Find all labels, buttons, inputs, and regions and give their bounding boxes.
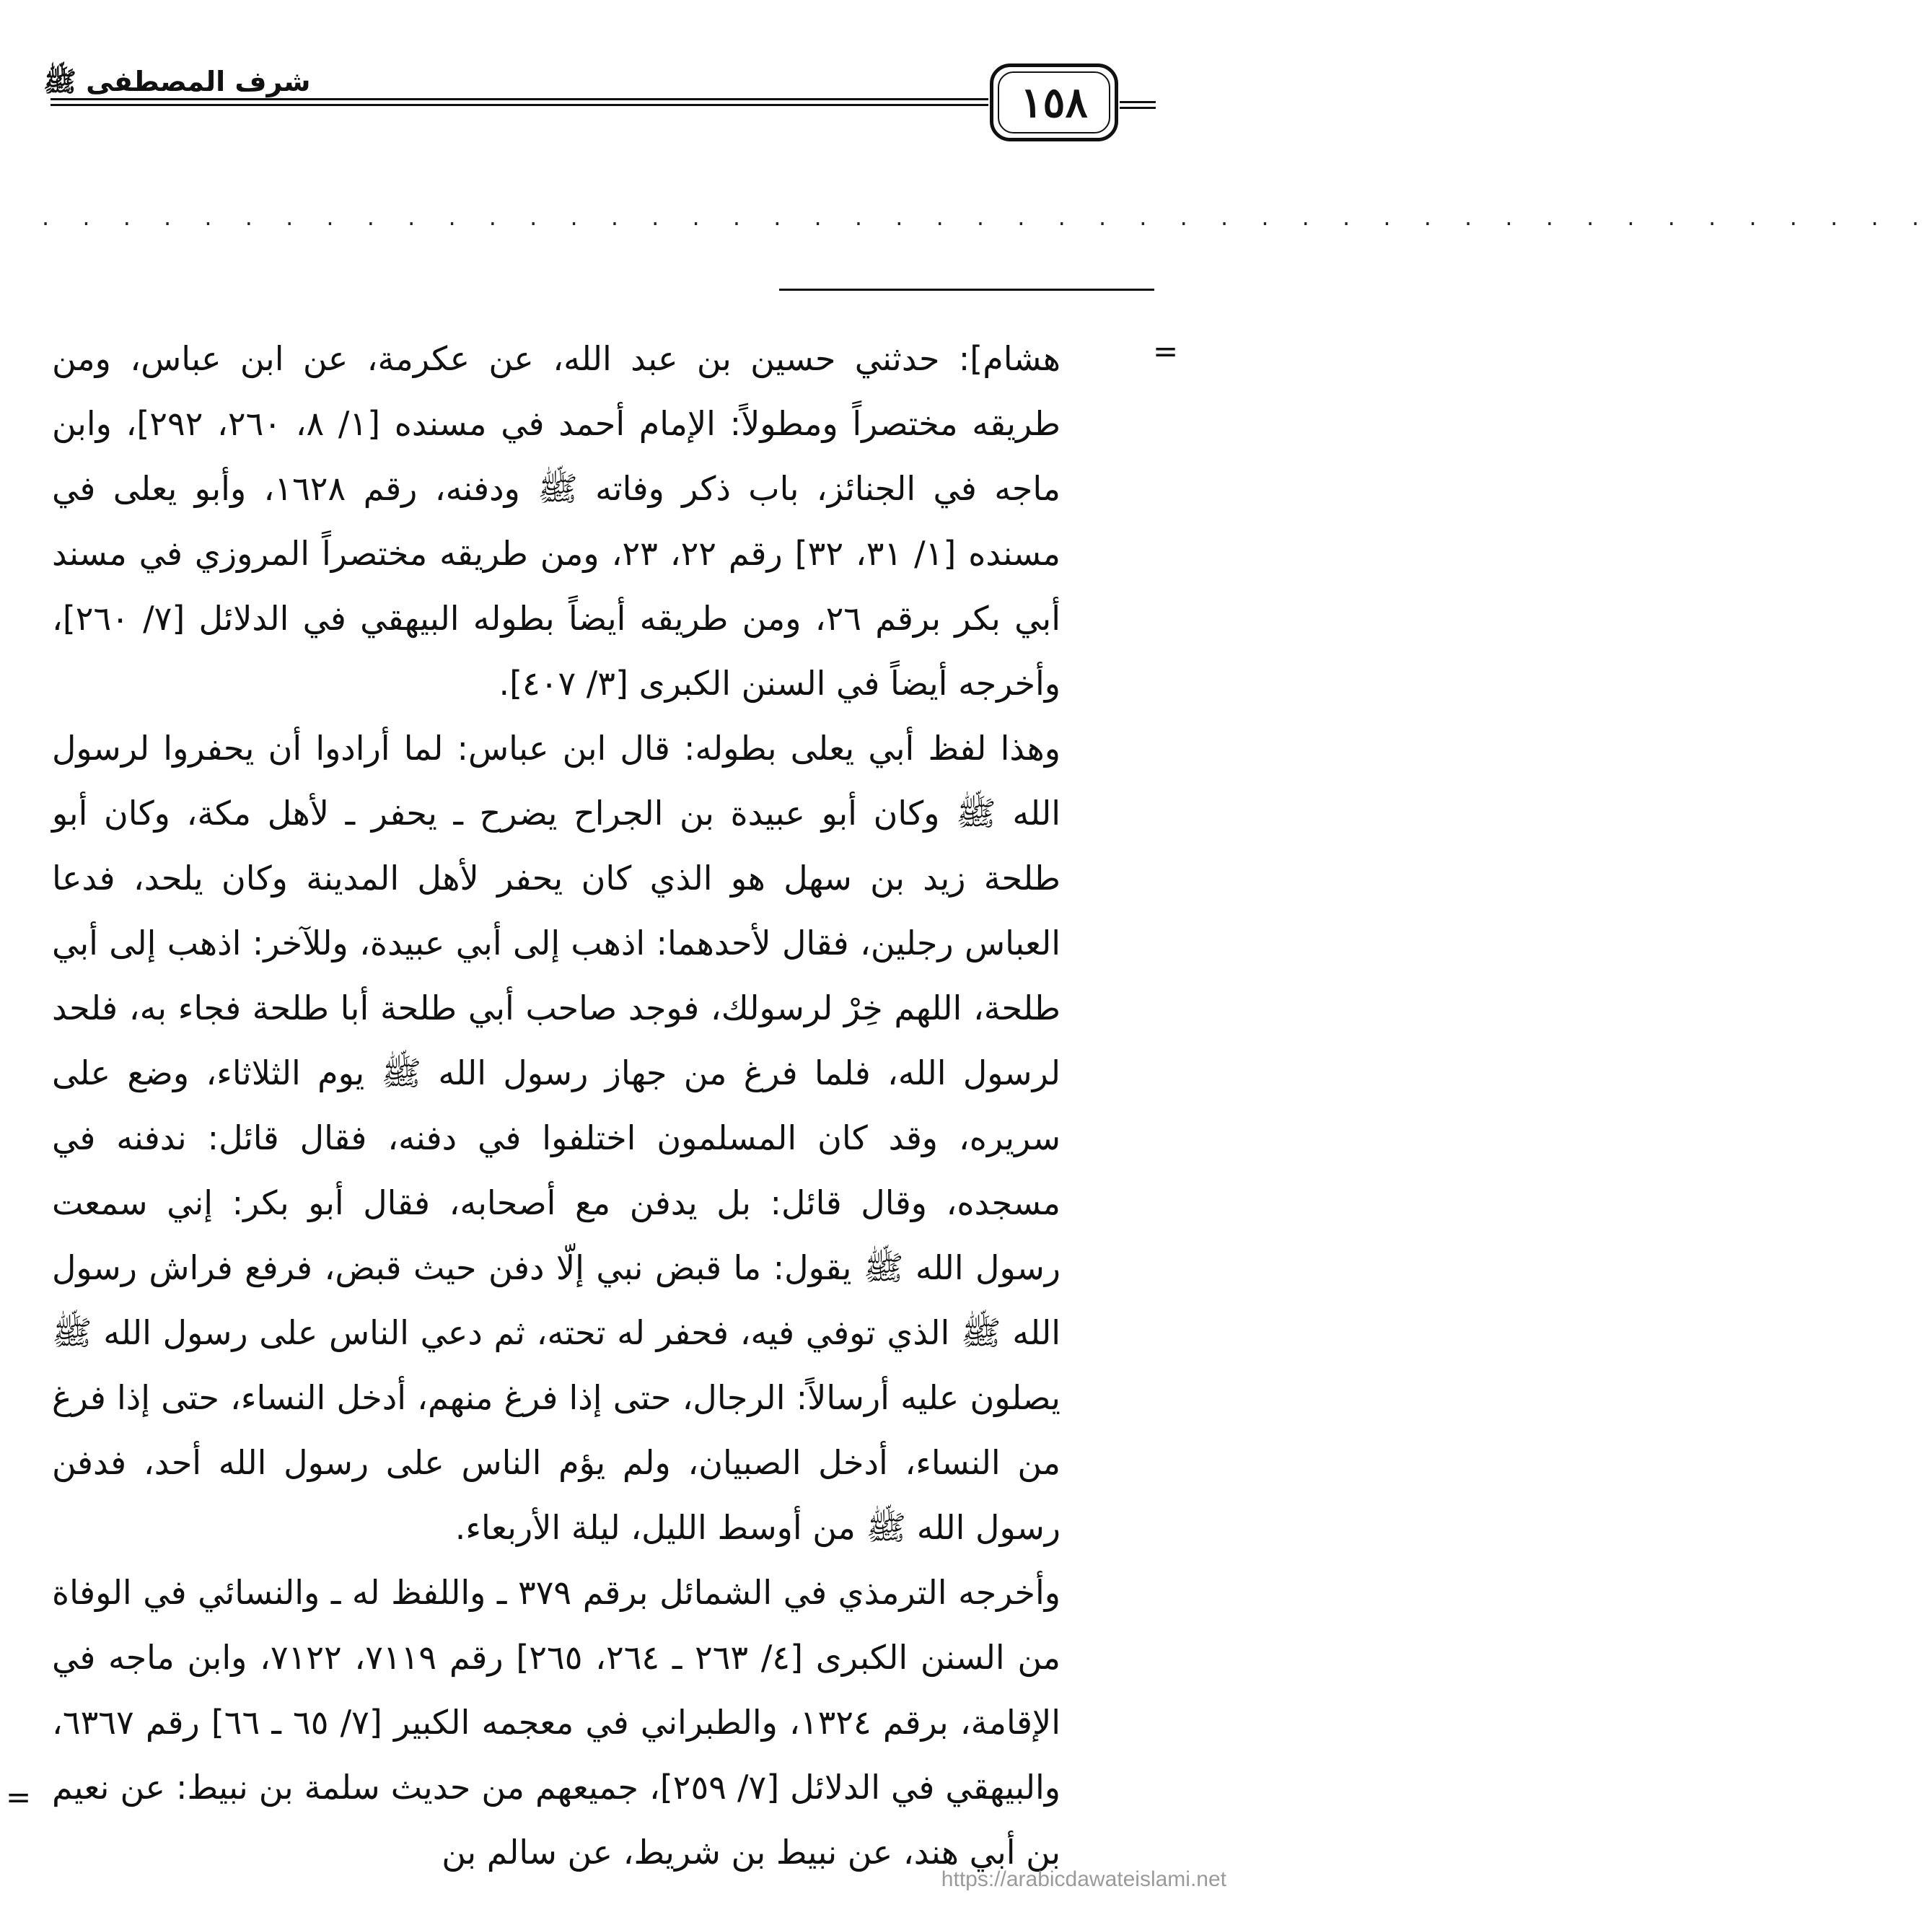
page-number-frame — [990, 63, 1118, 141]
page-number: ١٥٨ — [1020, 78, 1088, 127]
footnote-text — [52, 326, 1061, 1885]
continuation-mark-top: = — [1153, 333, 1179, 369]
footnote-rule — [779, 289, 1154, 291]
watermark-url: https://arabicdawateislami.net — [941, 1867, 1226, 1891]
footnote-paragraph-2: وهذا لفظ أبي يعلى بطوله: قال ابن عباس: لما أرادوا أن يحفروا لرسول الله ﷺ وكان أبو عبيدة بن الجراح يضرح ـ يحفر ـ لأهل مكة، وكان أبو طلحة زيد بن سهل هو الذي كان يحفر لأهل المدينة وكان يلحد، فدعا العباس رجلين، فقال لأحدهما: اذهب إلى أبي عبيدة، وللآخر: اذهب إلى أبي طلحة، اللهم خِرْ لرسولك، فوجد صاحب أبي طلحة أبا طلحة فجاء به، فلحد لرسول الله، فلما فرغ من جهاز رسول الله ﷺ يوم الثلاثاء، وضع على سريره، وقد كان المسلمون اختلفوا في دفنه، فقال قائل: ندفنه في مسجده، وقال قائل: بل يدفن مع أصحابه، فقال أبو بكر: إني سمعت رسول الله ﷺ يقول: ما قبض نبي إلّا دفن حيث قبض، فرفع فراش رسول الله ﷺ الذي توفي فيه، فحفر له تحته، ثم دعي الناس على رسول الله ﷺ يصلون عليه أرسالاً: الرجال، حتى إذا فرغ منهم، أدخل النساء، حتى إذا فرغ من النساء، أدخل الصبيان، ولم يؤم الناس على رسول الله أحد، فدفن رسول الله ﷺ من أوسط الليل، ليلة الأربعاء. — [52, 729, 1061, 1547]
book-title: شرف المصطفى ﷺ — [43, 66, 311, 97]
footnote-paragraph-3: وأخرجه الترمذي في الشمائل برقم ٣٧٩ ـ واللفظ له ـ والنسائي في الوفاة من السنن الكبرى [٤/ ٢٦٣ ـ ٢٦٤، ٢٦٥] رقم ٧١١٩، ٧١٢٢، وابن ماجه في الإقامة، برقم ١٣٢٤، والطبراني في معجمه الكبير [٧/ ٦٥ ـ ٦٦] رقم ٦٣٦٧، والبيهقي في الدلائل [٧/ ٢٥٩]، جميعهم من حديث سلمة بن نبيط: عن نعيم بن أبي هند، عن نبيط بن شريط، عن سالم بن — [52, 1573, 1061, 1872]
separator-dots: . . . . . . . . . . . . . . . . . . . . . . . . . . . . . . . . . . . . . . . . . . . . . . . — [42, 203, 1932, 231]
footnote-paragraph-1: هشام]: حدثني حسين بن عبد الله، عن عكرمة، عن ابن عباس، ومن طريقه مختصراً ومطولاً: الإمام أحمد في مسنده [١/ ٨، ٢٦٠، ٢٩٢]، وابن ماجه في الجنائز، باب ذكر وفاته ﷺ ودفنه، رقم ١٦٢٨، وأبو يعلى في مسنده [١/ ٣١، ٣٢] رقم ٢٢، ٢٣، ومن طريقه مختصراً المروزي في مسند أبي بكر برقم ٢٦، ومن طريقه أيضاً بطوله البيهقي في الدلائل [٧/ ٢٦٠]، وأخرجه أيضاً في السنن الكبرى [٣/ ٤٠٧]. — [52, 339, 1061, 703]
page-header — [0, 0, 1245, 188]
continuation-mark-bottom: = — [6, 1779, 32, 1815]
header-rule-right — [1120, 101, 1156, 109]
